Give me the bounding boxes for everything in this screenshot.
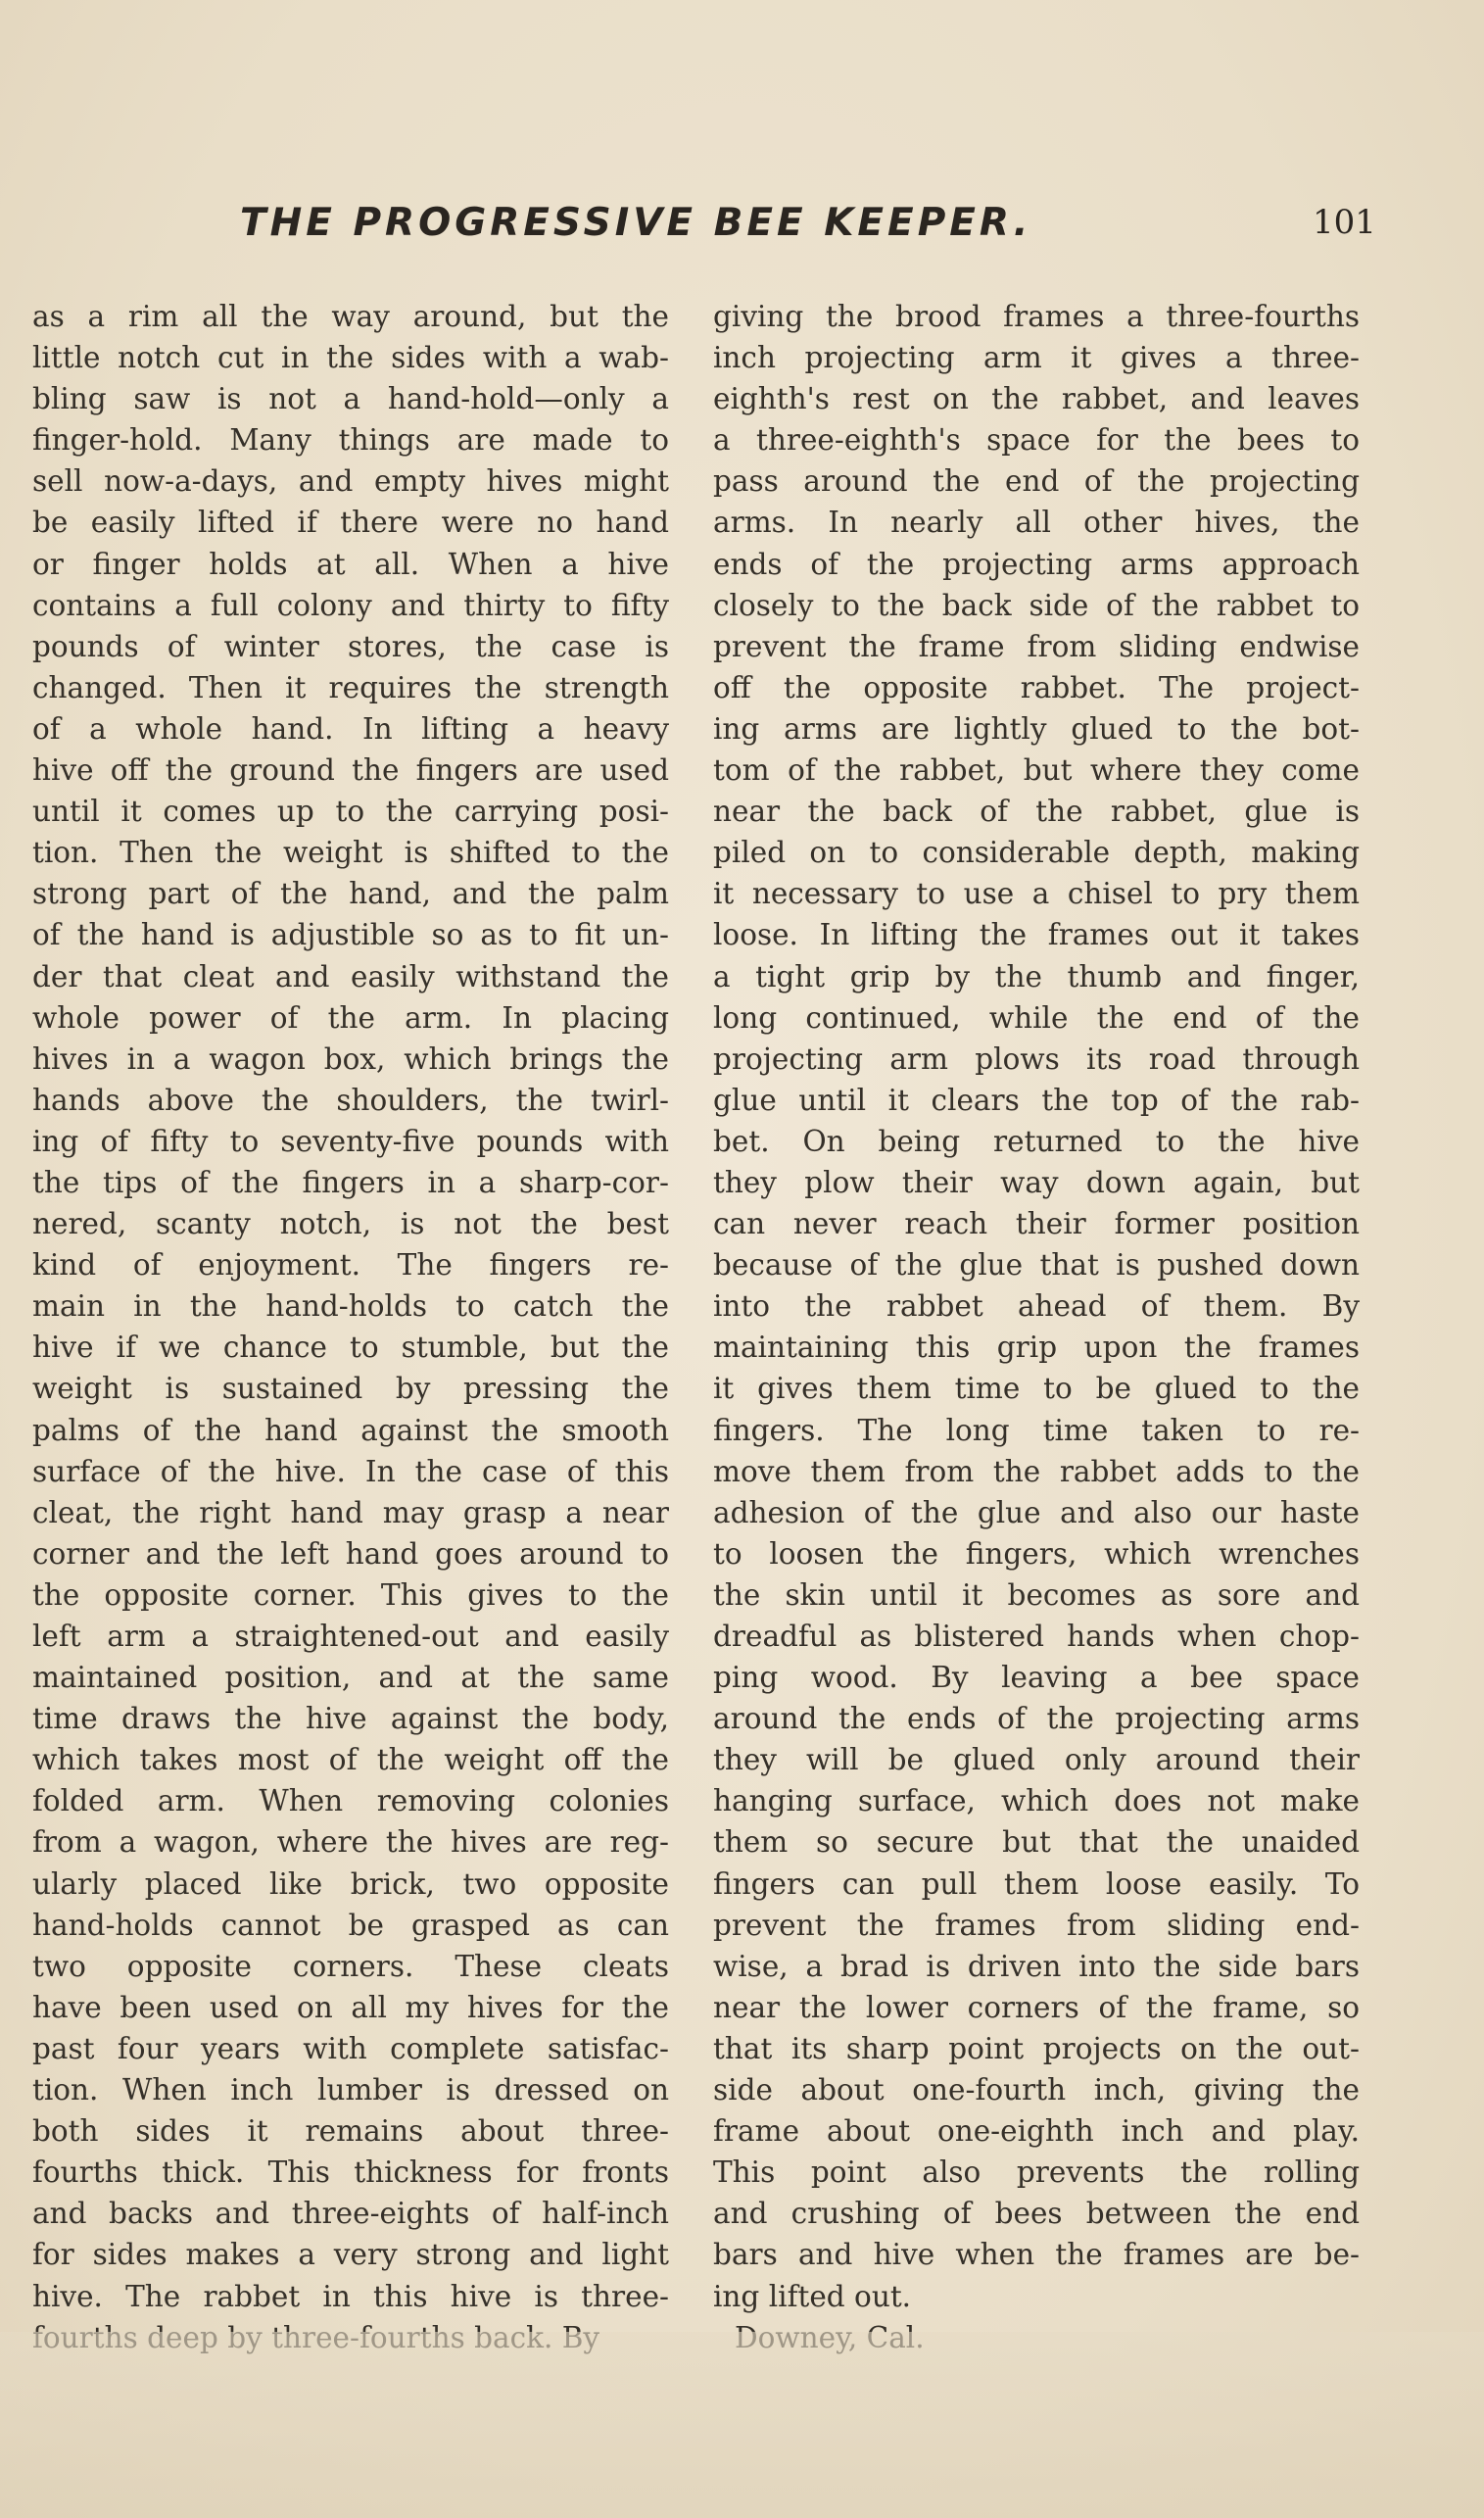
text-line: changed. Then it requires the strength <box>32 670 669 704</box>
text-line: little notch cut in the sides with a wab- <box>32 341 669 375</box>
text-line: long continued, while the end of the <box>713 1000 1360 1035</box>
page-header <box>0 201 1484 260</box>
text-line: sell now-a-days, and empty hives might <box>32 464 669 499</box>
text-line: both sides it remains about three- <box>32 2114 669 2149</box>
text-line: fingers. The long time taken to re- <box>713 1413 1360 1447</box>
text-line: maintaining this grip upon the frames <box>713 1331 1360 1365</box>
text-line: ing lifted out. <box>713 2279 912 2313</box>
text-line: contains a full colony and thirty to fifty <box>32 588 669 622</box>
text-line: bars and hive when the frames are be- <box>713 2238 1360 2272</box>
text-line: the tips of the fingers in a sharp-cor- <box>32 1165 669 1199</box>
text-line: pounds of winter stores, the case is <box>32 629 669 663</box>
text-line: giving the brood frames a three-fourths <box>713 300 1360 333</box>
text-line: frame about one-eighth inch and play. <box>713 2114 1360 2149</box>
text-line: dreadful as blistered hands when chop- <box>713 1620 1360 1653</box>
text-line: and crushing of bees between the end <box>713 2197 1360 2231</box>
text-line: palms of the hand against the smooth <box>32 1413 669 1447</box>
text-line: they plow their way down again, but <box>713 1165 1360 1199</box>
text-line: be easily lifted if there were no hand <box>32 506 669 540</box>
text-line: time draws the hive against the body, <box>32 1702 669 1736</box>
text-line: arms. In nearly all other hives, the <box>713 506 1360 540</box>
text-line: prevent the frame from sliding endwise <box>713 629 1360 663</box>
left-text-column <box>32 296 669 2358</box>
text-line: bling saw is not a hand-hold—only a <box>32 382 669 416</box>
text-line: as a rim all the way around, but the <box>32 300 669 333</box>
text-line: it gives them time to be glued to the <box>713 1372 1360 1406</box>
text-line: hive off the ground the fingers are used <box>32 753 669 788</box>
text-line: until it comes up to the carrying posi- <box>32 795 669 829</box>
text-line: tom of the rabbet, but where they come <box>713 753 1360 788</box>
text-line: a three-eighth's space for the bees to <box>713 423 1360 458</box>
text-line: strong part of the hand, and the palm <box>32 877 669 911</box>
text-line: inch projecting arm it gives a three- <box>713 341 1360 375</box>
text-line: ing of fifty to seventy-five pounds with <box>32 1124 669 1158</box>
text-line: corner and the left hand goes around to <box>32 1536 669 1571</box>
text-line: pass around the end of the projecting <box>713 464 1360 499</box>
text-line: near the back of the rabbet, glue is <box>713 795 1360 829</box>
text-line: loose. In lifting the frames out it takes <box>713 918 1360 952</box>
journal-title: THE PROGRESSIVE BEE KEEPER. <box>240 201 1032 245</box>
text-line: move them from the rabbet adds to the <box>713 1454 1360 1488</box>
text-line: maintained position, and at the same <box>32 1661 669 1695</box>
text-line: whole power of the arm. In placing <box>32 1000 669 1035</box>
text-line: der that cleat and easily withstand the <box>32 959 669 993</box>
text-line: glue until it clears the top of the rab- <box>713 1083 1360 1117</box>
text-line: eighth's rest on the rabbet, and leaves <box>713 382 1360 416</box>
text-line: two opposite corners. These cleats <box>32 1949 669 1983</box>
right-text-column <box>713 296 1360 2358</box>
text-line: and backs and three-eights of half-inch <box>32 2197 669 2231</box>
text-line: past four years with complete satisfac- <box>32 2031 669 2065</box>
text-line: it necessary to use a chisel to pry them <box>713 877 1360 911</box>
text-line: ends of the projecting arms approach <box>713 547 1360 581</box>
text-line: the skin until it becomes as sore and <box>713 1577 1360 1612</box>
text-line: hand-holds cannot be grasped as can <box>32 1908 669 1942</box>
text-line: adhesion of the glue and also our haste <box>713 1495 1360 1529</box>
text-line: off the opposite rabbet. The project- <box>713 670 1360 704</box>
text-line: or finger holds at all. When a hive <box>32 547 669 581</box>
text-line: wise, a brad is driven into the side bars <box>713 1949 1360 1983</box>
text-line: surface of the hive. In the case of this <box>32 1454 669 1488</box>
text-line: from a wagon, where the hives are reg- <box>32 1825 669 1860</box>
text-line: because of the glue that is pushed down <box>713 1248 1360 1283</box>
text-line: tion. When inch lumber is dressed on <box>32 2073 669 2107</box>
text-line: of the hand is adjustible so as to fit un- <box>32 918 669 952</box>
text-line: tion. Then the weight is shifted to the <box>32 836 669 870</box>
text-line: nered, scanty notch, is not the best <box>32 1207 669 1241</box>
text-line: ing arms are lightly glued to the bot- <box>713 711 1360 746</box>
text-line: a tight grip by the thumb and finger, <box>713 959 1360 993</box>
text-line: the opposite corner. This gives to the <box>32 1577 669 1612</box>
text-line: folded arm. When removing colonies <box>32 1784 669 1818</box>
text-line: fourths thick. This thickness for fronts <box>32 2155 669 2190</box>
text-line: side about one-fourth inch, giving the <box>713 2073 1360 2107</box>
page-bottom-margin <box>0 2332 1484 2518</box>
text-line: ularly placed like brick, two opposite <box>32 1866 669 1901</box>
text-line: hives in a wagon box, which brings the <box>32 1041 669 1076</box>
text-line: to loosen the fingers, which wrenches <box>713 1536 1360 1571</box>
text-line: that its sharp point projects on the out- <box>713 2031 1360 2065</box>
text-line: prevent the frames from sliding end- <box>713 1908 1360 1942</box>
text-line: fingers can pull them loose easily. To <box>713 1866 1360 1901</box>
text-line: ping wood. By leaving a bee space <box>713 1661 1360 1695</box>
text-line: into the rabbet ahead of them. By <box>713 1289 1360 1324</box>
text-line: finger-hold. Many things are made to <box>32 423 669 458</box>
text-line: they will be glued only around their <box>713 1743 1360 1777</box>
text-line: bet. On being returned to the hive <box>713 1124 1360 1158</box>
text-line: projecting arm plows its road through <box>713 1041 1360 1076</box>
text-line: hanging surface, which does not make <box>713 1784 1360 1818</box>
text-line: This point also prevents the rolling <box>713 2155 1360 2190</box>
text-line: left arm a straightened-out and easily <box>32 1620 669 1653</box>
page-number: 101 <box>1313 203 1376 242</box>
text-line: piled on to considerable depth, making <box>713 836 1360 870</box>
text-line: them so secure but that the unaided <box>713 1825 1360 1860</box>
text-line: hands above the shoulders, the twirl- <box>32 1083 669 1117</box>
text-line: around the ends of the projecting arms <box>713 1702 1360 1736</box>
text-line: weight is sustained by pressing the <box>32 1372 669 1406</box>
text-line: hive. The rabbet in this hive is three- <box>32 2279 669 2313</box>
text-line: closely to the back side of the rabbet to <box>713 588 1360 622</box>
text-line: cleat, the right hand may grasp a near <box>32 1495 669 1529</box>
text-line: for sides makes a very strong and light <box>32 2238 669 2272</box>
text-line: have been used on all my hives for the <box>32 1990 669 2024</box>
text-line: which takes most of the weight off the <box>32 1743 669 1777</box>
text-line: of a whole hand. In lifting a heavy <box>32 711 669 746</box>
text-line: can never reach their former position <box>713 1207 1360 1241</box>
text-line: kind of enjoyment. The fingers re- <box>32 1248 669 1283</box>
text-line: hive if we chance to stumble, but the <box>32 1331 669 1365</box>
text-line: main in the hand-holds to catch the <box>32 1289 669 1324</box>
text-line: near the lower corners of the frame, so <box>713 1990 1360 2024</box>
